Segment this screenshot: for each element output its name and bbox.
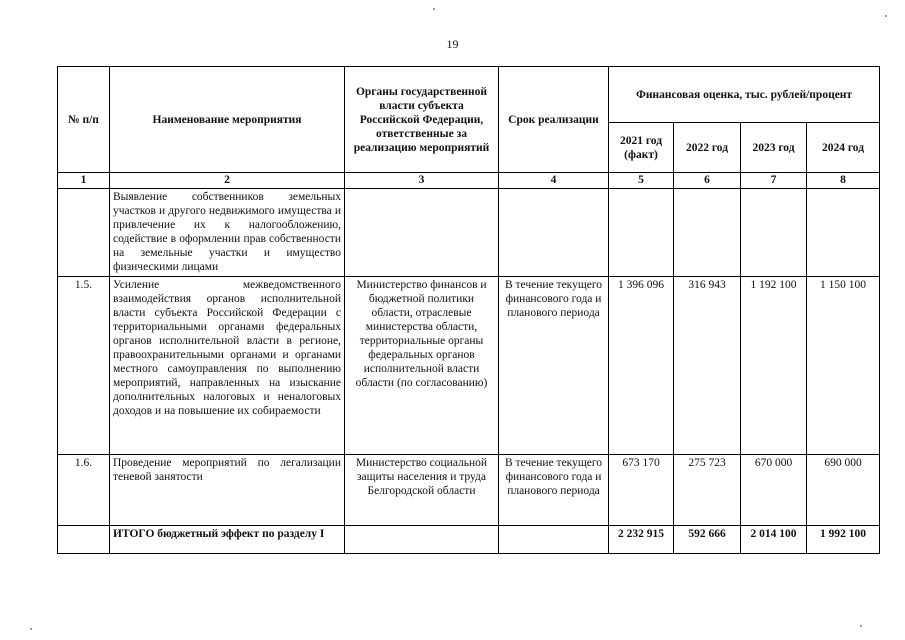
total-label: ИТОГО бюджетный эффект по разделу I	[110, 526, 345, 554]
row-name: Выявление собственников земельных участков и другого недвижимого имущества и привлечение их к налогообложению, содействие в оформлении прав собственности на земельные участки и имущество физическими лицами	[110, 189, 345, 277]
header-year-2021: 2021 год (факт)	[609, 123, 674, 173]
column-number: 1	[58, 173, 110, 189]
row-period	[499, 189, 609, 277]
total-organs-cell	[345, 526, 499, 554]
row-name: Проведение мероприятий по легализации теневой занятости	[110, 455, 345, 526]
column-number: 3	[345, 173, 499, 189]
row-organs: Министерство социальной защиты населения и труда Белгородской области	[345, 455, 499, 526]
row-2023: 1 192 100	[741, 277, 807, 455]
total-period-cell	[499, 526, 609, 554]
header-organs: Органы государственной власти субъекта Российской Федерации, ответственные за реализацию мероприятий	[345, 67, 499, 173]
table-row	[58, 277, 880, 455]
row-2024	[807, 189, 880, 277]
row-organs: Министерство финансов и бюджетной политики области, отраслевые министерства области, территориальные органы федеральных органов исполнительной власти области (по согласованию)	[345, 277, 499, 455]
header-name: Наименование мероприятия	[110, 67, 345, 173]
scan-speck	[860, 625, 862, 627]
total-row	[58, 526, 880, 554]
row-2024: 1 150 100	[807, 277, 880, 455]
row-2021: 1 396 096	[609, 277, 674, 455]
header-period: Срок реализации	[499, 67, 609, 173]
column-number: 2	[110, 173, 345, 189]
row-2022	[674, 189, 741, 277]
row-2023: 670 000	[741, 455, 807, 526]
row-2023	[741, 189, 807, 277]
total-2022: 592 666	[674, 526, 741, 554]
column-number-row	[58, 173, 880, 189]
row-num	[58, 189, 110, 277]
row-organs	[345, 189, 499, 277]
table-row	[58, 189, 880, 277]
header-row	[58, 67, 880, 123]
header-num: № п/п	[58, 67, 110, 173]
row-2024: 690 000	[807, 455, 880, 526]
column-number: 8	[807, 173, 880, 189]
column-number: 4	[499, 173, 609, 189]
row-num: 1.6.	[58, 455, 110, 526]
page-number: 19	[446, 37, 459, 51]
scan-speck	[30, 628, 32, 630]
scan-speck	[433, 8, 435, 10]
row-period: В течение текущего финансового года и планового периода	[499, 455, 609, 526]
header-year-2022: 2022 год	[674, 123, 741, 173]
budget-effect-table	[57, 66, 880, 554]
total-num-cell	[58, 526, 110, 554]
row-name: Усиление межведомственного взаимодействия органов исполнительной власти субъекта Российской Федерации с территориальными органами федеральных органов исполнительной власти в регионе, правоохранительными органами и органами местного самоуправления по выполнению мероприятий, направленных на изыскание дополнительных налоговых и неналоговых доходов и на повышение их собираемости	[110, 277, 345, 455]
row-period: В течение текущего финансового года и планового периода	[499, 277, 609, 455]
column-number: 5	[609, 173, 674, 189]
total-2023: 2 014 100	[741, 526, 807, 554]
row-2021	[609, 189, 674, 277]
row-num: 1.5.	[58, 277, 110, 455]
row-2022: 316 943	[674, 277, 741, 455]
header-year-2023: 2023 год	[741, 123, 807, 173]
row-2021: 673 170	[609, 455, 674, 526]
scan-speck	[885, 15, 887, 17]
row-2022: 275 723	[674, 455, 741, 526]
column-number: 6	[674, 173, 741, 189]
header-finance: Финансовая оценка, тыс. рублей/процент	[609, 67, 880, 123]
table-row	[58, 455, 880, 526]
total-2024: 1 992 100	[807, 526, 880, 554]
header-year-2024: 2024 год	[807, 123, 880, 173]
column-number: 7	[741, 173, 807, 189]
total-2021: 2 232 915	[609, 526, 674, 554]
